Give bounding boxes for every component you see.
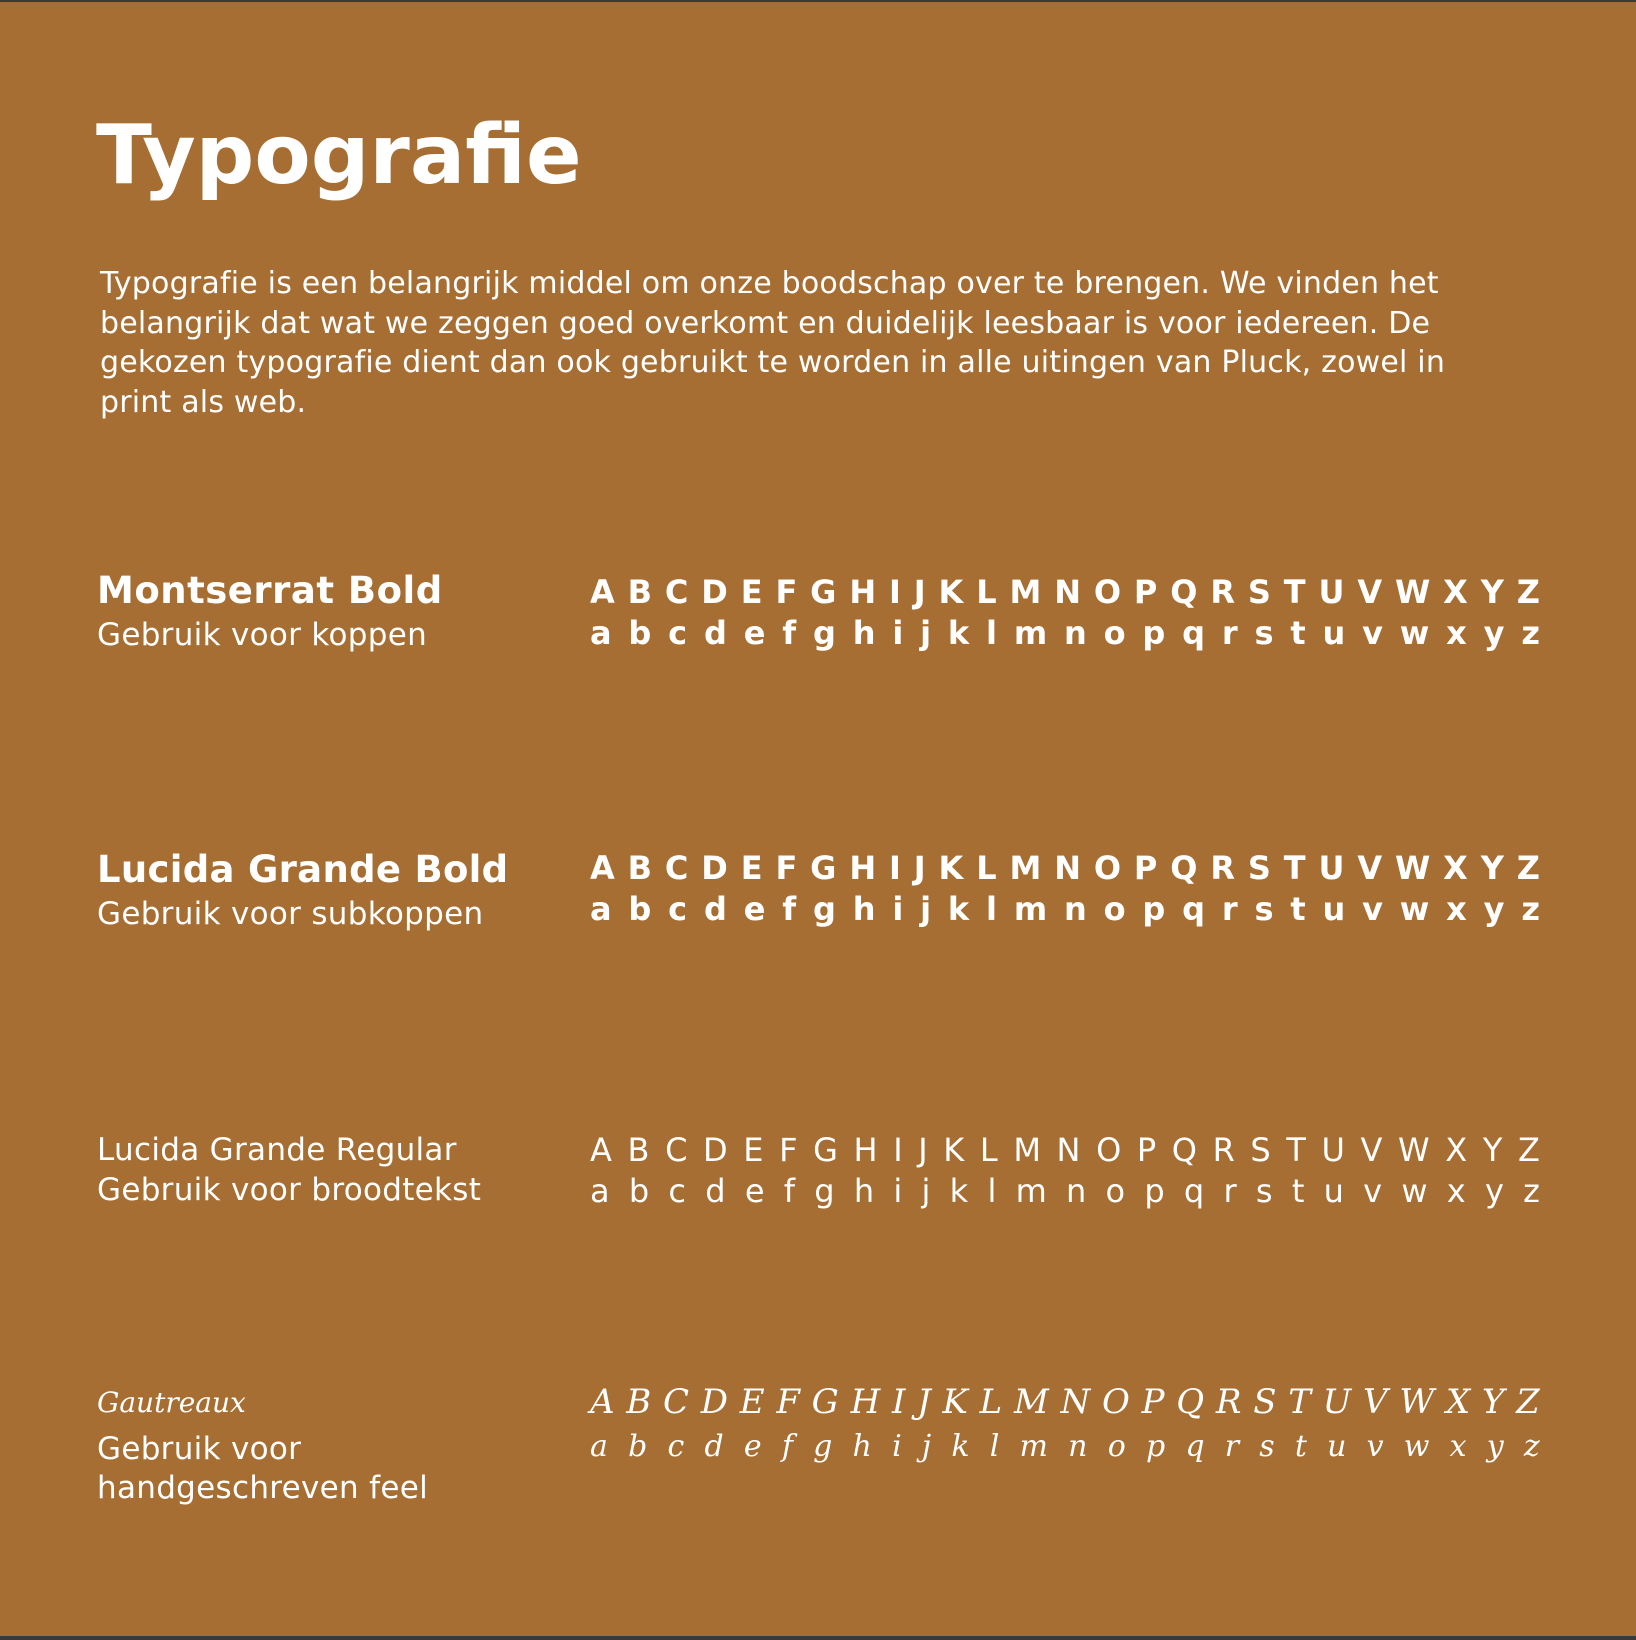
glyph: W <box>1394 849 1431 887</box>
glyph: c <box>667 1429 685 1464</box>
glyph: Q <box>1170 573 1198 611</box>
glyph: H <box>849 573 877 611</box>
glyph: K <box>938 849 964 887</box>
glyph: E <box>743 1131 764 1169</box>
glyph: J <box>913 849 926 887</box>
glyph: W <box>1394 573 1431 611</box>
glyph: k <box>951 1429 970 1464</box>
uppercase-glyphs <box>590 572 1540 612</box>
glyph: f <box>782 890 797 928</box>
glyph: d <box>703 890 727 928</box>
glyph: T <box>1283 849 1306 887</box>
glyph: m <box>1015 1172 1047 1210</box>
glyph: v <box>1366 1429 1384 1464</box>
glyph: L <box>979 1131 998 1169</box>
glyph: Z <box>1516 573 1540 611</box>
font-usage: Gebruik voor koppen <box>97 617 428 653</box>
glyph: Z <box>1516 1382 1540 1422</box>
glyph: w <box>1401 1172 1428 1210</box>
glyph: l <box>986 890 997 928</box>
glyph: m <box>1013 614 1048 652</box>
glyph: z <box>1523 1172 1540 1210</box>
glyph: E <box>740 573 763 611</box>
glyph: j <box>920 890 932 928</box>
glyph: z <box>1521 614 1540 652</box>
glyph: D <box>703 1131 728 1169</box>
glyph: F <box>779 1131 798 1169</box>
glyph: I <box>888 849 901 887</box>
glyph: z <box>1521 890 1540 928</box>
uppercase-glyphs <box>590 1380 1540 1424</box>
glyph: U <box>1321 1131 1345 1169</box>
glyph: H <box>853 1131 878 1169</box>
glyph: e <box>743 890 766 928</box>
glyph: t <box>1290 890 1306 928</box>
glyph: N <box>1056 1131 1081 1169</box>
glyph: Q <box>1176 1382 1205 1422</box>
glyph: e <box>744 1172 765 1210</box>
glyph: D <box>701 849 728 887</box>
glyph: H <box>850 1382 881 1422</box>
glyph: e <box>743 614 766 652</box>
glyph: Y <box>1482 1131 1503 1169</box>
glyph: B <box>626 1382 652 1422</box>
glyph: J <box>917 1382 931 1422</box>
glyph: C <box>664 849 689 887</box>
glyph: t <box>1294 1429 1307 1464</box>
glyph: M <box>1009 849 1042 887</box>
glyph: n <box>1066 1172 1087 1210</box>
glyph: e <box>743 1429 762 1464</box>
glyph: D <box>701 573 728 611</box>
glyph: n <box>1068 1429 1088 1464</box>
glyph: O <box>1102 1382 1130 1422</box>
glyph: b <box>628 1429 648 1464</box>
glyph: n <box>1063 890 1087 928</box>
glyph: M <box>1009 573 1042 611</box>
glyph: C <box>664 573 689 611</box>
glyph: u <box>1323 1172 1344 1210</box>
glyph: h <box>853 1172 875 1210</box>
glyph: B <box>627 573 653 611</box>
glyph: g <box>813 1429 833 1464</box>
glyph: R <box>1215 1382 1242 1422</box>
glyph: I <box>891 1382 906 1422</box>
glyph: l <box>987 1172 997 1210</box>
glyph: G <box>810 849 837 887</box>
glyph: j <box>921 1429 932 1464</box>
page-title: Typografie <box>96 108 582 203</box>
intro-line: belangrijk dat wat we zeggen goed overkomt en duidelijk leesbaar is voor iedereen. De <box>100 305 1431 341</box>
glyph: L <box>979 1382 1003 1422</box>
glyph: a <box>590 1429 608 1464</box>
glyph: w <box>1399 614 1430 652</box>
glyph: n <box>1063 614 1087 652</box>
glyph: T <box>1288 1382 1311 1422</box>
glyph: c <box>668 890 688 928</box>
glyph: s <box>1255 1172 1273 1210</box>
glyph: V <box>1357 849 1383 887</box>
glyph: X <box>1443 573 1468 611</box>
glyph: S <box>1247 849 1271 887</box>
glyph: U <box>1322 1382 1352 1422</box>
glyph: R <box>1212 1131 1235 1169</box>
glyph: B <box>627 849 653 887</box>
glyph: f <box>782 614 797 652</box>
glyph: P <box>1136 1131 1157 1169</box>
glyph: k <box>947 890 970 928</box>
glyph: M <box>1013 1131 1041 1169</box>
glyph: f <box>781 1429 793 1464</box>
glyph: Z <box>1516 849 1540 887</box>
glyph: L <box>976 573 997 611</box>
glyph: w <box>1403 1429 1430 1464</box>
font-usage: Gebruik voor broodtekst <box>97 1172 482 1208</box>
glyph: u <box>1322 890 1346 928</box>
glyph: r <box>1223 1172 1237 1210</box>
glyph: p <box>1144 1172 1165 1210</box>
glyph: K <box>942 1382 968 1422</box>
intro-line: Typografie is een belangrijk middel om onze boodschap over te brengen. We vinden het <box>100 266 1439 301</box>
glyph: Y <box>1480 849 1504 887</box>
glyph: I <box>888 573 901 611</box>
glyph: s <box>1254 614 1274 652</box>
glyph: A <box>590 1131 612 1169</box>
glyph: j <box>921 1172 931 1210</box>
glyph: J <box>913 573 926 611</box>
glyph: G <box>813 1131 838 1169</box>
glyph: K <box>938 573 964 611</box>
glyph: X <box>1446 1382 1471 1422</box>
glyph: V <box>1357 573 1383 611</box>
glyph: t <box>1291 1172 1305 1210</box>
glyph: t <box>1290 614 1306 652</box>
glyph: O <box>1096 1131 1122 1169</box>
glyph: I <box>893 1131 903 1169</box>
glyph: T <box>1283 573 1306 611</box>
glyph: D <box>700 1382 729 1422</box>
glyph: l <box>989 1429 1000 1464</box>
glyph: F <box>775 849 798 887</box>
glyph: R <box>1210 849 1235 887</box>
glyph: X <box>1445 1131 1468 1169</box>
glyph: k <box>947 614 970 652</box>
glyph: B <box>627 1131 650 1169</box>
uppercase-glyphs <box>590 848 1540 888</box>
glyph: C <box>665 1131 688 1169</box>
glyph: O <box>1093 573 1122 611</box>
glyph: q <box>1182 614 1206 652</box>
lowercase-glyphs <box>590 1171 1540 1211</box>
glyph: p <box>1145 1429 1166 1464</box>
glyph: o <box>1107 1429 1126 1464</box>
glyph: b <box>628 1172 650 1210</box>
glyph: A <box>590 1382 615 1422</box>
uppercase-glyphs <box>590 1130 1540 1170</box>
glyph: y <box>1483 890 1505 928</box>
glyph: G <box>811 1382 839 1422</box>
glyph: c <box>668 614 688 652</box>
glyph: z <box>1523 1429 1540 1464</box>
glyph: G <box>810 573 837 611</box>
font-usage: Gebruik voor subkoppen <box>97 896 484 932</box>
glyph: T <box>1286 1131 1306 1169</box>
glyph: p <box>1142 890 1166 928</box>
glyph: s <box>1254 890 1274 928</box>
glyph: b <box>628 614 652 652</box>
glyph: d <box>705 1172 726 1210</box>
lowercase-glyphs <box>590 889 1540 929</box>
glyph: h <box>852 614 876 652</box>
font-usage: Gebruik voor <box>97 1431 302 1467</box>
glyph: q <box>1183 1172 1205 1210</box>
glyph: q <box>1182 890 1206 928</box>
glyph: H <box>849 849 877 887</box>
intro-line: gekozen typografie dient dan ook gebruikt te worden in alle uitingen van Pluck, zowel in <box>100 345 1446 380</box>
glyph: p <box>1142 614 1166 652</box>
glyph: i <box>892 890 904 928</box>
glyph: O <box>1093 849 1122 887</box>
glyph: K <box>943 1131 965 1169</box>
glyph: y <box>1484 1172 1504 1210</box>
glyph: W <box>1398 1131 1430 1169</box>
glyph: P <box>1141 1382 1165 1422</box>
glyph: J <box>918 1131 928 1169</box>
intro-paragraph <box>100 264 1570 422</box>
glyph: d <box>703 614 727 652</box>
glyph: Q <box>1171 1131 1197 1169</box>
glyph: m <box>1019 1429 1048 1464</box>
glyph: y <box>1483 614 1505 652</box>
glyph: Y <box>1481 1382 1505 1422</box>
glyph: S <box>1250 1131 1271 1169</box>
glyph: x <box>1446 614 1467 652</box>
glyph: x <box>1449 1429 1467 1464</box>
glyph: d <box>704 1429 724 1464</box>
font-name: Lucida Grande Regular <box>97 1132 457 1168</box>
glyph: M <box>1013 1382 1049 1422</box>
glyph: a <box>590 614 612 652</box>
glyph: N <box>1054 573 1081 611</box>
glyph: N <box>1060 1382 1091 1422</box>
glyph: r <box>1221 614 1238 652</box>
font-name: Gautreaux <box>97 1386 246 1419</box>
glyph: P <box>1133 573 1158 611</box>
glyph: C <box>663 1382 690 1422</box>
glyph: y <box>1486 1429 1504 1464</box>
glyph: v <box>1362 890 1383 928</box>
glyph: i <box>893 1172 903 1210</box>
glyph: S <box>1247 573 1271 611</box>
font-name: Lucida Grande Bold <box>97 848 509 891</box>
glyph: q <box>1185 1429 1205 1464</box>
glyph: Y <box>1480 573 1504 611</box>
glyph: E <box>739 1382 765 1422</box>
glyph: X <box>1443 849 1468 887</box>
glyph: Z <box>1517 1131 1540 1169</box>
glyph: i <box>892 614 904 652</box>
glyph: w <box>1399 890 1430 928</box>
glyph: A <box>590 849 615 887</box>
glyph: v <box>1363 1172 1383 1210</box>
glyph: v <box>1362 614 1383 652</box>
glyph: h <box>852 890 876 928</box>
glyph: E <box>740 849 763 887</box>
glyph: S <box>1253 1382 1277 1422</box>
glyph: r <box>1221 890 1238 928</box>
glyph: o <box>1103 890 1126 928</box>
glyph: m <box>1013 890 1048 928</box>
glyph: V <box>1363 1382 1388 1422</box>
glyph: F <box>776 1382 800 1422</box>
glyph: f <box>783 1172 796 1210</box>
glyph: i <box>892 1429 902 1464</box>
lowercase-glyphs <box>590 1425 1540 1469</box>
lowercase-glyphs <box>590 613 1540 653</box>
glyph: Q <box>1170 849 1198 887</box>
glyph: L <box>976 849 997 887</box>
glyph: F <box>775 573 798 611</box>
glyph: u <box>1327 1429 1347 1464</box>
glyph: o <box>1103 614 1126 652</box>
glyph: g <box>812 614 836 652</box>
glyph: g <box>812 890 836 928</box>
glyph: W <box>1399 1382 1435 1422</box>
glyph: h <box>852 1429 872 1464</box>
glyph: r <box>1224 1429 1240 1464</box>
glyph: b <box>628 890 652 928</box>
glyph: g <box>814 1172 835 1210</box>
glyph: l <box>986 614 997 652</box>
glyph: a <box>590 1172 610 1210</box>
glyph: A <box>590 573 615 611</box>
typography-page <box>0 2 1636 1636</box>
glyph: x <box>1446 890 1467 928</box>
glyph: o <box>1105 1172 1126 1210</box>
glyph: P <box>1133 849 1158 887</box>
glyph: a <box>590 890 612 928</box>
glyph: N <box>1054 849 1081 887</box>
glyph: U <box>1318 573 1345 611</box>
glyph: c <box>668 1172 687 1210</box>
glyph: V <box>1360 1131 1383 1169</box>
glyph: k <box>949 1172 969 1210</box>
glyph: x <box>1446 1172 1466 1210</box>
glyph: j <box>920 614 932 652</box>
font-name: Montserrat Bold <box>97 569 443 612</box>
glyph: s <box>1259 1429 1275 1464</box>
glyph: R <box>1210 573 1235 611</box>
intro-line: print als web. <box>100 384 307 420</box>
glyph: u <box>1322 614 1346 652</box>
glyph: U <box>1318 849 1345 887</box>
font-usage: handgeschreven feel <box>97 1470 428 1506</box>
